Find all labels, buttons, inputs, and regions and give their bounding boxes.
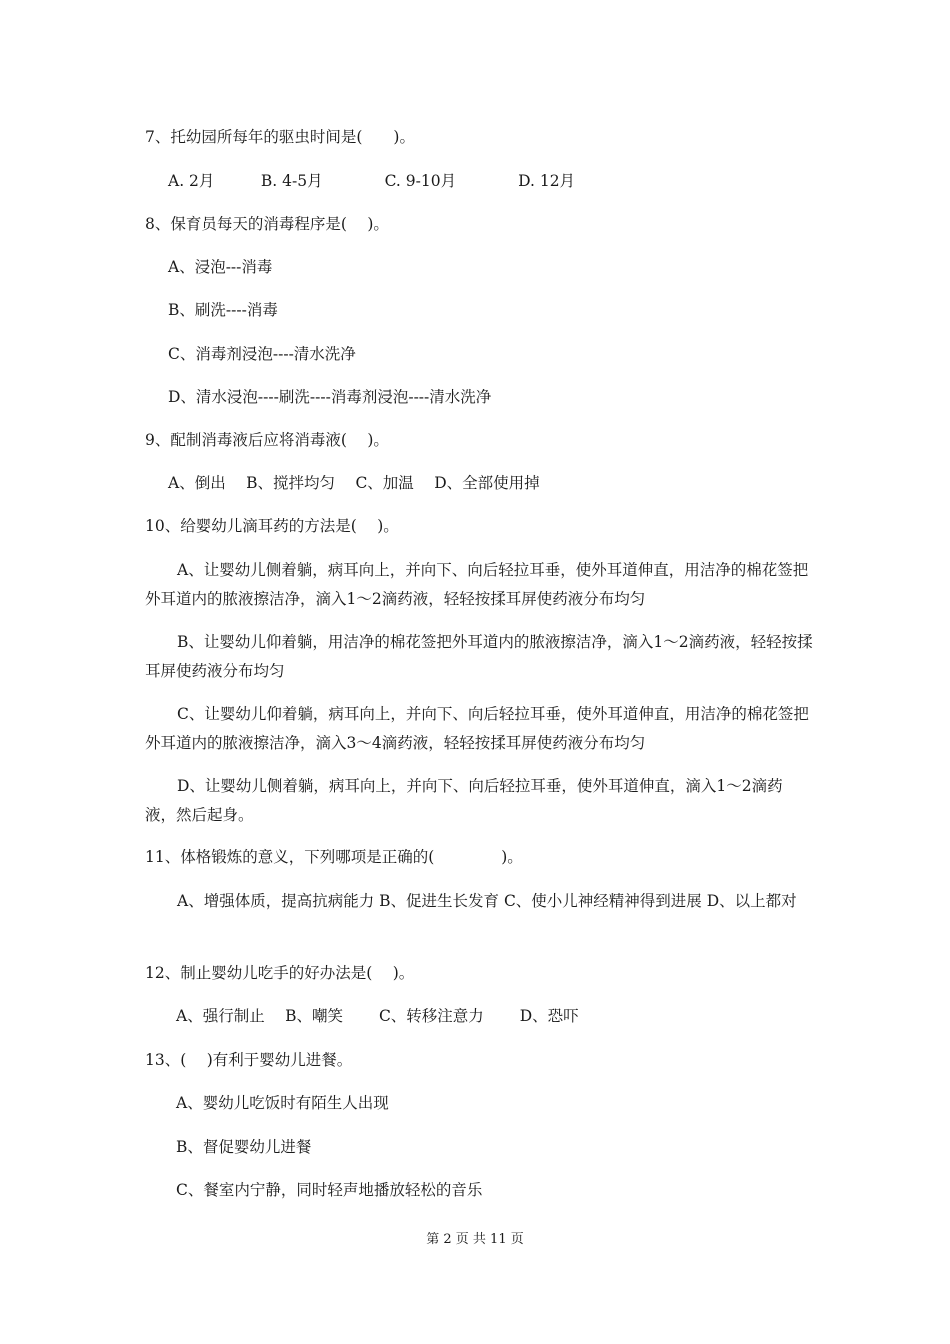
question-9-options: A、倒出 B、搅拌均匀 C、加温 D、全部使用掉 — [168, 474, 540, 492]
question-8-option-b: B、刷洗----消毒 — [168, 301, 278, 319]
question-13-option-a: A、婴幼儿吃饭时有陌生人出现 — [176, 1094, 389, 1112]
question-12-stem: 12、制止婴幼儿吃手的好办法是( )。 — [145, 964, 415, 982]
question-10-option-b: B、让婴幼儿仰着躺，用洁净的棉花签把外耳道内的脓液擦洁净，滴入1～2滴药液，轻轻按揉耳屏使药液分布均匀 — [145, 633, 813, 680]
question-10-option-c: C、让婴幼儿仰着躺，病耳向上，并向下、向后轻拉耳垂，使外耳道伸直，用洁净的棉花签把外耳道内的脓液擦洁净，滴入3～4滴药液，轻轻按揉耳屏使药液分布均匀 — [145, 705, 809, 752]
question-11-stem: 11、体格锻炼的意义，下列哪项是正确的( )。 — [145, 848, 523, 866]
question-8-option-d: D、清水浸泡----刷洗----消毒剂浸泡----清水洗净 — [168, 388, 492, 406]
question-10-option-d: D、让婴幼儿侧着躺，病耳向上，并向下、向后轻拉耳垂，使外耳道伸直，滴入1～2滴药液，然后起身。 — [145, 777, 783, 824]
question-10-option-a: A、让婴幼儿侧着躺，病耳向上，并向下、向后轻拉耳垂，使外耳道伸直，用洁净的棉花签把外耳道内的脓液擦洁净，滴入1～2滴药液，轻轻按揉耳屏使药液分布均匀 — [145, 561, 809, 608]
question-8-stem: 8、保育员每天的消毒程序是( )。 — [145, 215, 389, 233]
question-13-option-c: C、餐室内宁静，同时轻声地播放轻松的音乐 — [176, 1181, 483, 1199]
question-11-options: A、增强体质，提高抗病能力 B、促进生长发育 C、使小儿神经精神得到进展 D、以上都对 — [177, 892, 797, 910]
page-footer: 第 2 页 共 11 页 — [426, 1232, 524, 1247]
question-8-option-c: C、消毒剂浸泡----清水洗净 — [168, 345, 356, 363]
question-9-stem: 9、配制消毒液后应将消毒液( )。 — [145, 431, 389, 449]
question-7-stem: 7、托幼园所每年的驱虫时间是( )。 — [145, 128, 415, 146]
question-12-options: A、强行制止 B、嘲笑 C、转移注意力 D、恐吓 — [176, 1007, 579, 1025]
question-13-stem: 13、( )有利于婴幼儿进餐。 — [145, 1051, 353, 1069]
question-8-option-a: A、浸泡---消毒 — [168, 258, 273, 276]
question-13-option-b: B、督促婴幼儿进餐 — [176, 1138, 312, 1156]
question-7-options: A. 2月 B. 4-5月 C. 9-10月 D. 12月 — [168, 172, 576, 190]
question-10-stem: 10、给婴幼儿滴耳药的方法是( )。 — [145, 517, 399, 535]
